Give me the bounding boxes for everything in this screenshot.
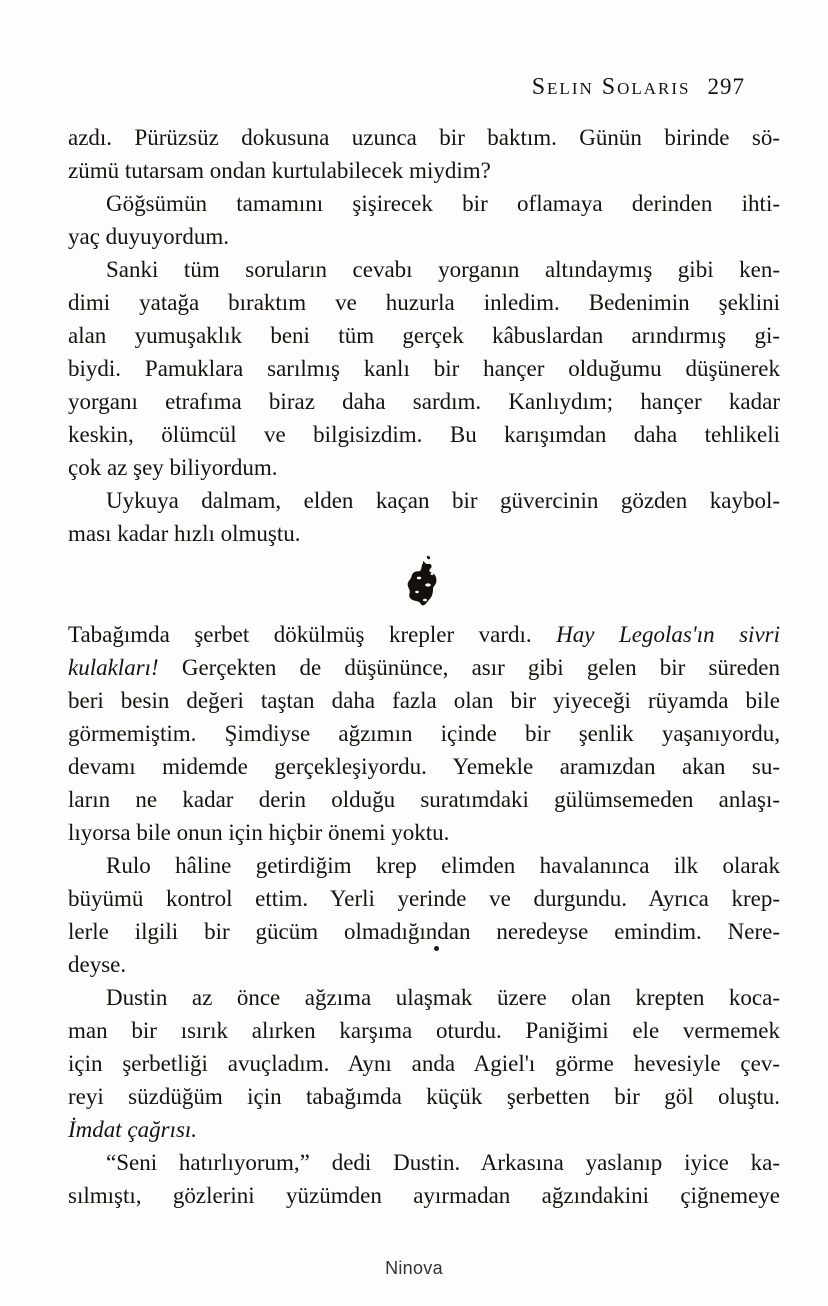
- paragraph: [68, 484, 780, 550]
- text-line: [68, 385, 780, 418]
- page-text: [68, 121, 780, 1212]
- text-segment: için şerbetliği avuçladım. Aynı anda Agiel'ı görme hevesiyle çev-: [68, 1051, 780, 1076]
- text-segment: devamı midemde gerçekleşiyordu. Yemekle aramızdan akan su-: [68, 754, 780, 779]
- text-line: [68, 618, 780, 651]
- text-line: [68, 1047, 780, 1080]
- text-segment: zümü tutarsam ondan kurtulabilecek miydim?: [68, 158, 491, 183]
- text-segment: ması kadar hızlı olmuştu.: [68, 521, 301, 546]
- text-line: [68, 1014, 780, 1047]
- text-line: [68, 1113, 780, 1146]
- text-line: [68, 121, 780, 154]
- text-segment: Uykuya dalmam, elden kaçan bir güvercinin gözden kaybol-: [106, 488, 780, 513]
- text-segment: Tabağımda şerbet dökülmüş krepler vardı.: [68, 622, 557, 647]
- ink-speck: [434, 946, 439, 951]
- text-segment: görmemiştim. Şimdiyse ağzımın içinde bir şenlik yaşanıyordu,: [68, 721, 780, 746]
- section-break-ornament: [68, 550, 780, 618]
- italic-text: kulakları!: [68, 655, 159, 680]
- text-line: [68, 352, 780, 385]
- text-segment: keskin, ölümcül ve bilgisizdim. Bu karışımdan daha tehlikeli: [68, 422, 780, 447]
- text-line: [68, 187, 780, 220]
- paragraph: [68, 121, 780, 187]
- text-segment: çok az şey biliyordum.: [68, 455, 278, 480]
- text-line: [68, 882, 780, 915]
- text-line: [68, 948, 780, 981]
- text-segment: Dustin az önce ağzıma ulaşmak üzere olan krepten koca-: [106, 985, 780, 1010]
- text-segment: biydi. Pamuklara sarılmış kanlı bir hançer olduğumu düşünerek: [68, 356, 780, 381]
- text-line: [68, 915, 780, 948]
- ink-blot-ornament-icon: [401, 555, 447, 613]
- text-segment: azdı. Pürüzsüz dokusuna uzunca bir baktım. Günün birinde sö-: [68, 125, 780, 150]
- text-line: [68, 1179, 780, 1212]
- text-segment: Sanki tüm soruların cevabı yorganın altındaymış gibi ken-: [106, 257, 780, 282]
- paragraph: [68, 1146, 780, 1212]
- text-line: [68, 651, 780, 684]
- text-line: [68, 253, 780, 286]
- text-line: [68, 484, 780, 517]
- text-section-2: [68, 618, 780, 1212]
- text-line: [68, 750, 780, 783]
- text-segment: Gerçekten de düşününce, asır gibi gelen bir süreden: [158, 655, 780, 680]
- text-segment: büyümü kontrol ettim. Yerli yerinde ve durgundu. Ayrıca krep-: [68, 886, 780, 911]
- text-line: [68, 1146, 780, 1179]
- text-line: [68, 220, 780, 253]
- text-segment: beri besin değeri taştan daha fazla olan bir yiyeceği rüyamda bile: [68, 688, 780, 713]
- page-header: [68, 74, 780, 101]
- text-line: [68, 1080, 780, 1113]
- page-number: 297: [707, 74, 745, 99]
- running-head-title: Selin Solaris: [531, 74, 691, 100]
- text-line: [68, 517, 780, 550]
- text-line: [68, 418, 780, 451]
- paragraph: [68, 253, 780, 484]
- text-segment: reyi süzdüğüm için tabağımda küçük şerbetten bir göl oluştu.: [68, 1084, 780, 1109]
- paragraph: [68, 187, 780, 253]
- text-segment: sılmıştı, gözlerini yüzümden ayırmadan ağzındakini çiğnemeye: [68, 1183, 780, 1208]
- italic-text: Hay Legolas'ın sivri: [556, 622, 780, 647]
- text-segment: lerle ilgili bir gücüm olmadığından neredeyse emindim. Nere-: [68, 919, 780, 944]
- text-line: [68, 154, 780, 187]
- paragraph: [68, 618, 780, 849]
- watermark: Ninova: [385, 1258, 443, 1278]
- text-line: [68, 816, 780, 849]
- text-segment: yorganı etrafıma biraz daha sardım. Kanlıydım; hançer kadar: [68, 389, 780, 414]
- italic-text: İmdat çağrısı.: [68, 1117, 198, 1142]
- paragraph: [68, 849, 780, 981]
- text-segment: dimi yatağa bıraktım ve huzurla inledim. Bedenimin şeklini: [68, 290, 780, 315]
- text-segment: Rulo hâline getirdiğim krep elimden havalanınca ilk olarak: [106, 853, 780, 878]
- text-line: [68, 319, 780, 352]
- text-line: [68, 286, 780, 319]
- text-segment: lıyorsa bile onun için hiçbir önemi yoktu.: [68, 820, 450, 845]
- text-line: [68, 783, 780, 816]
- text-segment: ların ne kadar derin olduğu suratımdaki gülümsemeden anlaşı-: [68, 787, 780, 812]
- text-section-1: [68, 121, 780, 550]
- text-segment: deyse.: [68, 952, 127, 977]
- text-segment: yaç duyuyordum.: [68, 224, 229, 249]
- text-segment: Göğsümün tamamını şişirecek bir oflamaya derinden ihti-: [106, 191, 780, 216]
- text-segment: “Seni hatırlıyorum,” dedi Dustin. Arkasına yaslanıp iyice ka-: [106, 1150, 780, 1175]
- text-segment: man bir ısırık alırken karşıma oturdu. Paniğimi ele vermemek: [68, 1018, 780, 1043]
- text-line: [68, 717, 780, 750]
- text-line: [68, 981, 780, 1014]
- text-line: [68, 849, 780, 882]
- text-segment: alan yumuşaklık beni tüm gerçek kâbuslardan arındırmış gi-: [68, 323, 780, 348]
- paragraph: [68, 981, 780, 1146]
- text-line: [68, 451, 780, 484]
- text-line: [68, 684, 780, 717]
